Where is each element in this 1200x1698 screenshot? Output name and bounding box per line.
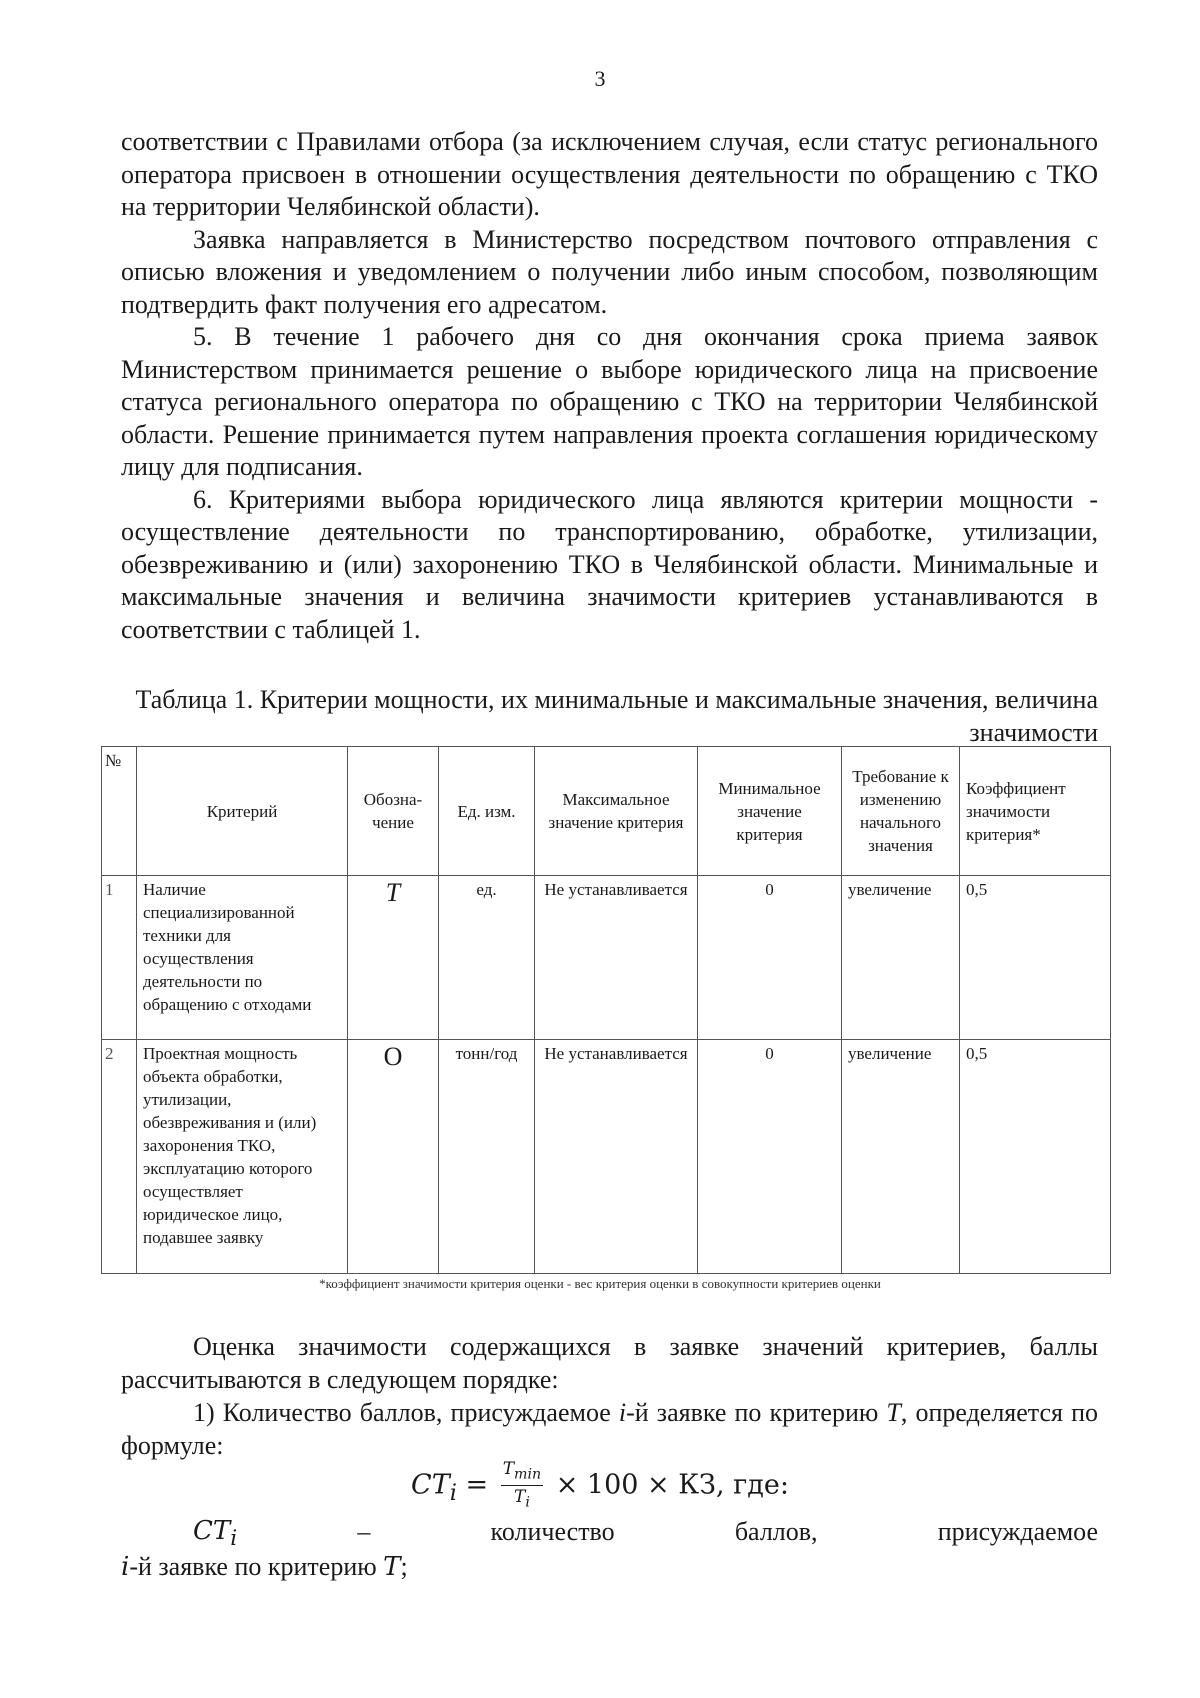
header-unit: Ед. изм. [439,747,535,876]
definition-tail-a: -й заявке по критерию [129,1552,384,1581]
header-symbol: Обозна-чение [348,747,439,876]
formula-rest: × 100 × КЗ, где: [547,1469,789,1501]
row-min: 0 [698,876,842,1040]
table-row [102,1040,1111,1274]
definition-tail [121,1550,1098,1584]
paragraph-item-5: 5. В течение 1 рабочего дня со дня окончания срока приема заявок Министерством принимается решение о выборе юридического лица на присвоение статуса регионального оператора по обращению с ТКО на территории Челябинской области. Решение принимается путем направления проекта соглашения юридическому лицу для подписания. [121,322,1098,481]
evaluation-text [121,1330,1098,1462]
formula-num-sub: min [514,1466,542,1483]
header-num: № [102,747,137,876]
header-criterion: Критерий [137,747,348,876]
item1-var-i: i [618,1398,627,1427]
definition-var-i: i [121,1552,130,1582]
row-coef: 0,5 [960,1040,1111,1274]
row-symbol: T [348,876,439,1040]
evaluation-item-1 [121,1396,1098,1462]
row-max: Не устанавливается [535,1040,698,1274]
definition-symbol: $CT_i$ [193,1516,238,1552]
evaluation-intro: Оценка значимости содержащихся в заявке значений критериев, баллы рассчитываются в следующем порядке: [121,1332,1098,1394]
item1-text-c: , определяется по формуле: [121,1398,1099,1460]
body-text [121,126,1098,646]
definition-var-t: T [383,1552,401,1582]
item1-text-a: 1) Количество баллов, присуждаемое [193,1398,619,1427]
row-requirement: увеличение [842,1040,960,1274]
paragraph-continuation: соответствии с Правилами отбора (за исключением случая, если статус регионального оператора присвоен в отношении осуществления деятельности по обращению с ТКО на территории Челябинской области). [121,127,1098,221]
formula-lhs-sub: i [449,1479,457,1506]
header-min: Минимальное значение критерия [698,747,842,876]
criteria-table [101,746,1111,1274]
row-criterion: Наличие специализированной техники для осуществления деятельности по обращению с отходами [137,876,348,1040]
definition-word-3: присуждаемое [937,1517,1098,1546]
row-unit: тонн/год [439,1040,535,1274]
row-unit: ед. [439,876,535,1040]
formula-fraction [501,1458,543,1514]
row-criterion: Проектная мощность объекта обработки, утилизации, обезвреживания и (или) захоронения ТКО, эксплуатацию которого осуществляет юридическое лицо, подавшее заявку [137,1040,348,1274]
row-coef: 0,5 [960,876,1111,1040]
item1-text-b: -й заявке по критерию [626,1398,887,1427]
header-coef: Коэффициент значимости критерия* [960,747,1111,876]
table-caption: Таблица 1. Критерии мощности, их минимальные и максимальные значения, величина значимости [135,685,1098,747]
table-footnote: *коэффициент значимости критерия оценки - вес критерия оценки в совокупности критериев оценки [319,1276,881,1291]
header-requirement: Требование к изменению начального значения [842,747,960,876]
definition-dash: – [357,1517,371,1546]
score-formula [0,1458,1200,1514]
formula-lhs: CT [411,1469,450,1501]
row-num: 1 [102,876,137,1040]
definition-word-2: баллов, [734,1517,818,1546]
formula-num: T [502,1459,515,1479]
header-max: Максимальное значение критерия [535,747,698,876]
formula-den: T [513,1487,526,1508]
table-row [102,876,1111,1040]
item1-var-t: T [886,1398,901,1427]
definition-word-1: количество [490,1517,615,1546]
row-min: 0 [698,1040,842,1274]
definition-tail-b: ; [400,1552,408,1581]
row-requirement: увеличение [842,876,960,1040]
row-num: 2 [102,1040,137,1274]
row-symbol: O [348,1040,439,1274]
formula-equals: = [456,1469,497,1501]
table-header-row [102,747,1111,876]
page-number: 3 [594,66,606,91]
row-max: Не устанавливается [535,876,698,1040]
formula-den-sub: i [525,1494,530,1511]
paragraph-item-6: 6. Критериями выбора юридического лица являются критерии мощности - осуществление деятельности по транспортированию, обработке, утилизации, обезвреживанию и (или) захоронению ТКО в Челябинской области. Минимальные и максимальные значения и величина значимости критериев устанавливаются в соответствии с таблицей 1. [121,484,1098,644]
paragraph-application: Заявка направляется в Министерство посредством почтового отправления с описью вложения и уведомлением о получении либо иным способом, позволяющим подтвердить факт получения его адресатом. [121,224,1098,319]
